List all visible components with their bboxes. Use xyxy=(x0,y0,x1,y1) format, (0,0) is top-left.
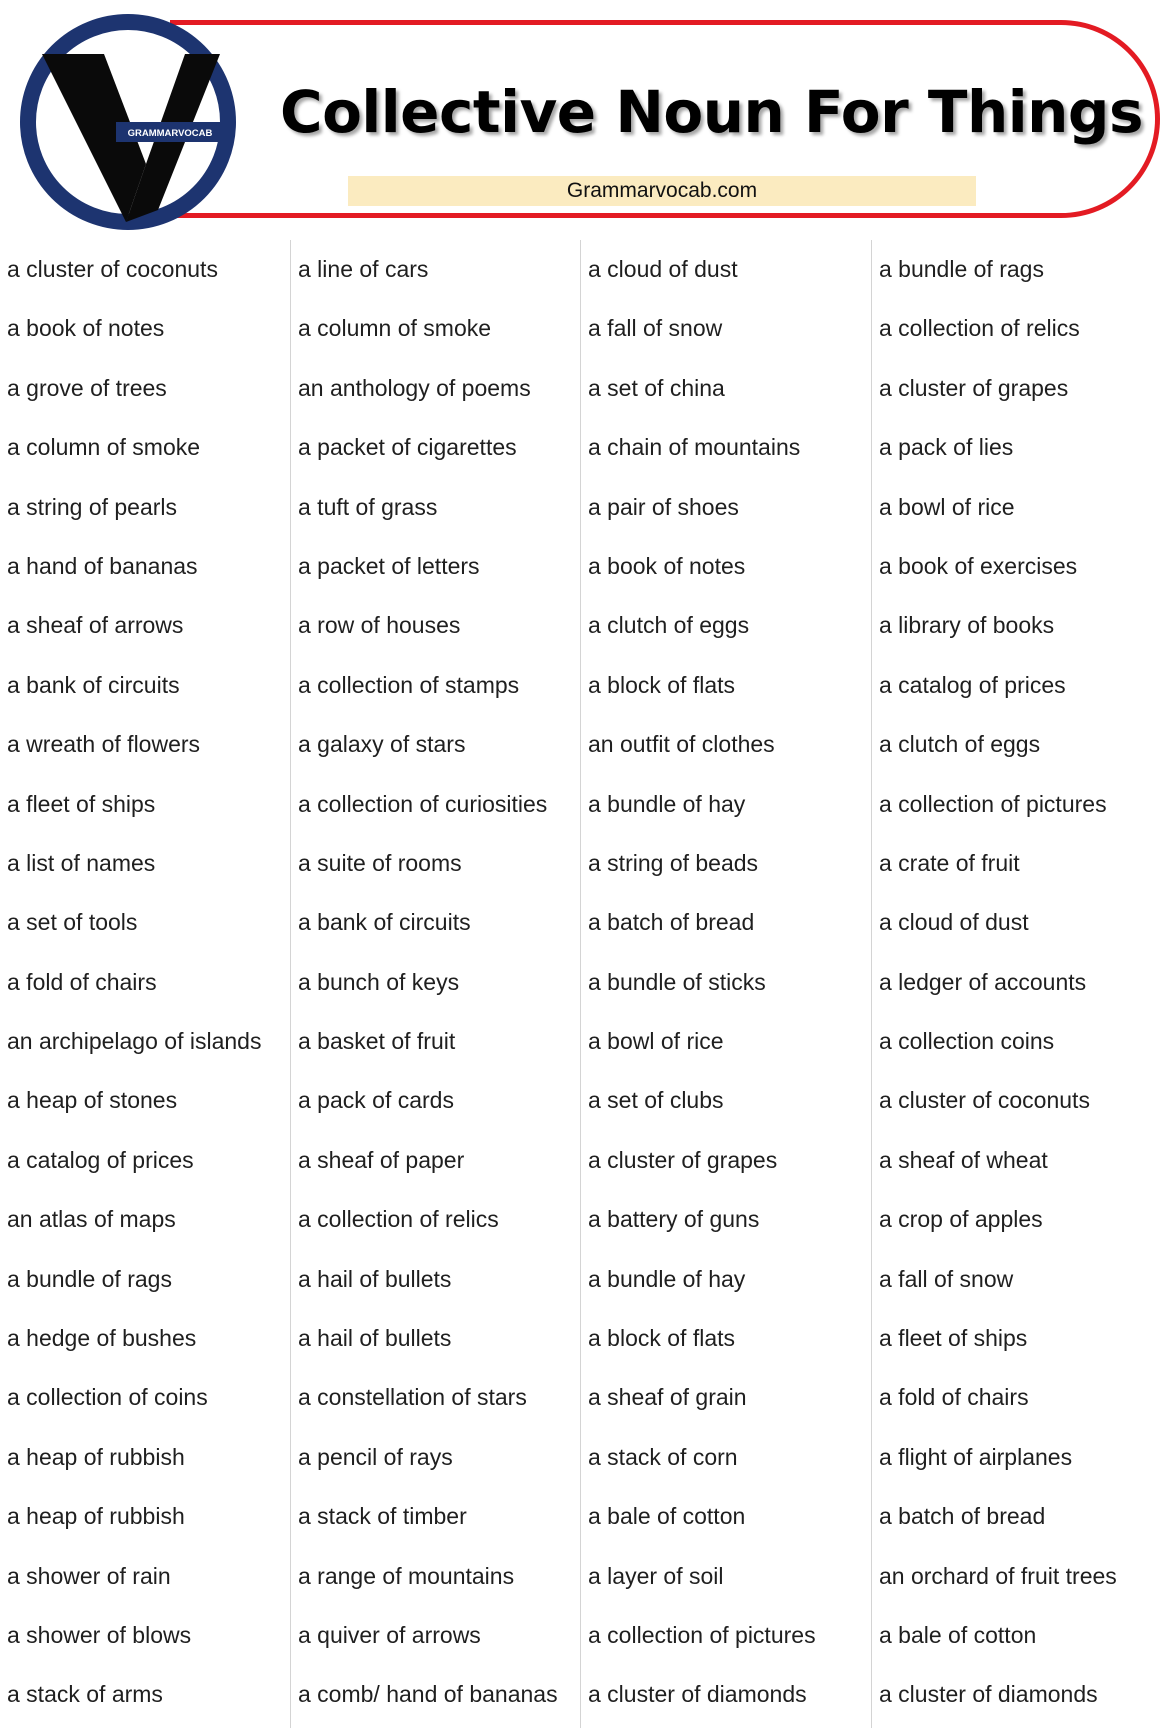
list-item: a heap of stones xyxy=(7,1087,178,1114)
list-item: a bank of circuits xyxy=(7,671,180,698)
list-item: a heap of rubbish xyxy=(7,1443,185,1470)
list-item: a fleet of ships xyxy=(7,790,156,817)
list-item: a collection coins xyxy=(879,1028,1055,1055)
list-item: a sheaf of grain xyxy=(588,1384,747,1411)
logo-text: GRAMMARVOCAB xyxy=(127,128,213,139)
list-item: an anthology of poems xyxy=(298,374,531,401)
list-item: a range of mountains xyxy=(298,1562,515,1589)
list-item: a collection of pictures xyxy=(588,1621,816,1648)
list-item: a set of tools xyxy=(7,909,138,936)
list-item: a collection of curiosities xyxy=(298,790,548,817)
list-item: a collection of coins xyxy=(7,1384,208,1411)
list-item: a book of notes xyxy=(588,552,746,579)
list-item: a block of flats xyxy=(588,671,736,698)
list-item: a cloud of dust xyxy=(588,256,738,282)
list-item: a pair of shoes xyxy=(588,493,739,520)
list-item: a book of exercises xyxy=(879,552,1078,579)
list-item: a bowl of rice xyxy=(879,493,1015,520)
list-item: a row of houses xyxy=(298,612,461,639)
list-item: a pack of lies xyxy=(879,434,1014,461)
list-item: a fall of snow xyxy=(588,315,723,342)
list-item: a battery of guns xyxy=(588,1206,760,1233)
list-item: a constellation of stars xyxy=(298,1384,527,1411)
list-item: a column of smoke xyxy=(298,315,492,342)
list-item: an orchard of fruit trees xyxy=(879,1562,1117,1589)
word-column-3 xyxy=(580,240,872,1728)
list-item: a bundle of hay xyxy=(588,1265,746,1292)
page-title: Collective Noun For Things xyxy=(280,78,1143,146)
list-item: a book of notes xyxy=(7,315,165,342)
list-item: a set of clubs xyxy=(588,1087,724,1114)
list-item: a sheaf of paper xyxy=(298,1146,465,1173)
list-item: a stack of arms xyxy=(7,1681,163,1708)
list-item: a bundle of rags xyxy=(879,256,1044,282)
word-column-1 xyxy=(0,240,290,1728)
list-item: a collection of relics xyxy=(298,1206,499,1233)
list-item: a set of china xyxy=(588,374,725,401)
list-item: a packet of letters xyxy=(298,552,480,579)
list-item: a stack of timber xyxy=(298,1503,467,1530)
list-item: a grove of trees xyxy=(7,374,167,401)
list-item: a column of smoke xyxy=(7,434,201,461)
list-item: a bale of cotton xyxy=(588,1503,746,1530)
list-item: a hail of bullets xyxy=(298,1265,452,1292)
list-item: a catalog of prices xyxy=(7,1146,194,1173)
list-item: a shower of rain xyxy=(7,1562,171,1589)
list-item: a bundle of rags xyxy=(7,1265,172,1292)
list-item: a bale of cotton xyxy=(879,1621,1037,1648)
list-item: a list of names xyxy=(7,849,156,876)
word-column-4 xyxy=(871,240,1161,1728)
list-item: a bowl of rice xyxy=(588,1028,724,1055)
list-item: a ledger of accounts xyxy=(879,968,1087,995)
list-item: a layer of soil xyxy=(588,1562,724,1589)
list-item: a string of beads xyxy=(588,849,759,876)
list-item: a string of pearls xyxy=(7,493,178,520)
list-item: a stack of corn xyxy=(588,1443,738,1470)
list-item: a suite of rooms xyxy=(298,849,462,876)
list-item: a clutch of eggs xyxy=(879,731,1041,758)
list-item: a basket of fruit xyxy=(298,1028,456,1055)
list-item: a sheaf of wheat xyxy=(879,1146,1048,1173)
site-url: Grammarvocab.com xyxy=(348,176,976,206)
word-column-2 xyxy=(290,240,581,1728)
list-item: a catalog of prices xyxy=(879,671,1066,698)
list-item: a shower of blows xyxy=(7,1621,192,1648)
list-item: a heap of rubbish xyxy=(7,1503,185,1530)
list-item: a batch of bread xyxy=(879,1503,1046,1530)
list-item: a bundle of hay xyxy=(588,790,746,817)
list-item: a cluster of grapes xyxy=(588,1146,778,1173)
grammarvocab-logo xyxy=(20,14,236,230)
list-item: a hail of bullets xyxy=(298,1325,452,1352)
list-item: a cluster of diamonds xyxy=(879,1681,1098,1708)
word-grid xyxy=(0,240,1160,1728)
list-item: a tuft of grass xyxy=(298,493,438,520)
list-item: an archipelago of islands xyxy=(7,1028,262,1055)
list-item: a crate of fruit xyxy=(879,849,1020,876)
list-item: a comb/ hand of bananas xyxy=(298,1681,558,1708)
list-item: a crop of apples xyxy=(879,1206,1043,1233)
list-item: a cluster of coconuts xyxy=(7,256,218,282)
list-item: a clutch of eggs xyxy=(588,612,750,639)
list-item: a galaxy of stars xyxy=(298,731,466,758)
list-item: a wreath of flowers xyxy=(7,731,201,758)
list-item: a cluster of coconuts xyxy=(879,1087,1090,1114)
list-item: a collection of relics xyxy=(879,315,1080,342)
list-item: a quiver of arrows xyxy=(298,1621,481,1648)
list-item: a fall of snow xyxy=(879,1265,1014,1292)
list-item: a pack of cards xyxy=(298,1087,454,1114)
list-item: a batch of bread xyxy=(588,909,755,936)
list-item: a sheaf of arrows xyxy=(7,612,184,639)
list-item: a pencil of rays xyxy=(298,1443,453,1470)
list-item: a fold of chairs xyxy=(7,968,157,995)
list-item: a flight of airplanes xyxy=(879,1443,1073,1470)
list-item: a collection of stamps xyxy=(298,671,520,698)
list-item: a fold of chairs xyxy=(879,1384,1029,1411)
list-item: a hand of bananas xyxy=(7,552,198,579)
list-item: a cloud of dust xyxy=(879,909,1029,936)
list-item: a packet of cigarettes xyxy=(298,434,517,461)
list-item: a collection of pictures xyxy=(879,790,1107,817)
list-item: a bundle of sticks xyxy=(588,968,766,995)
list-item: an atlas of maps xyxy=(7,1206,176,1233)
list-item: an outfit of clothes xyxy=(588,731,775,758)
list-item: a cluster of diamonds xyxy=(588,1681,807,1708)
list-item: a bunch of keys xyxy=(298,968,460,995)
list-item: a cluster of grapes xyxy=(879,374,1069,401)
list-item: a chain of mountains xyxy=(588,434,801,461)
header xyxy=(0,0,1162,240)
list-item: a line of cars xyxy=(298,256,429,282)
list-item: a hedge of bushes xyxy=(7,1325,197,1352)
list-item: a block of flats xyxy=(588,1325,736,1352)
list-item: a bank of circuits xyxy=(298,909,471,936)
list-item: a fleet of ships xyxy=(879,1325,1028,1352)
list-item: a library of books xyxy=(879,612,1055,639)
